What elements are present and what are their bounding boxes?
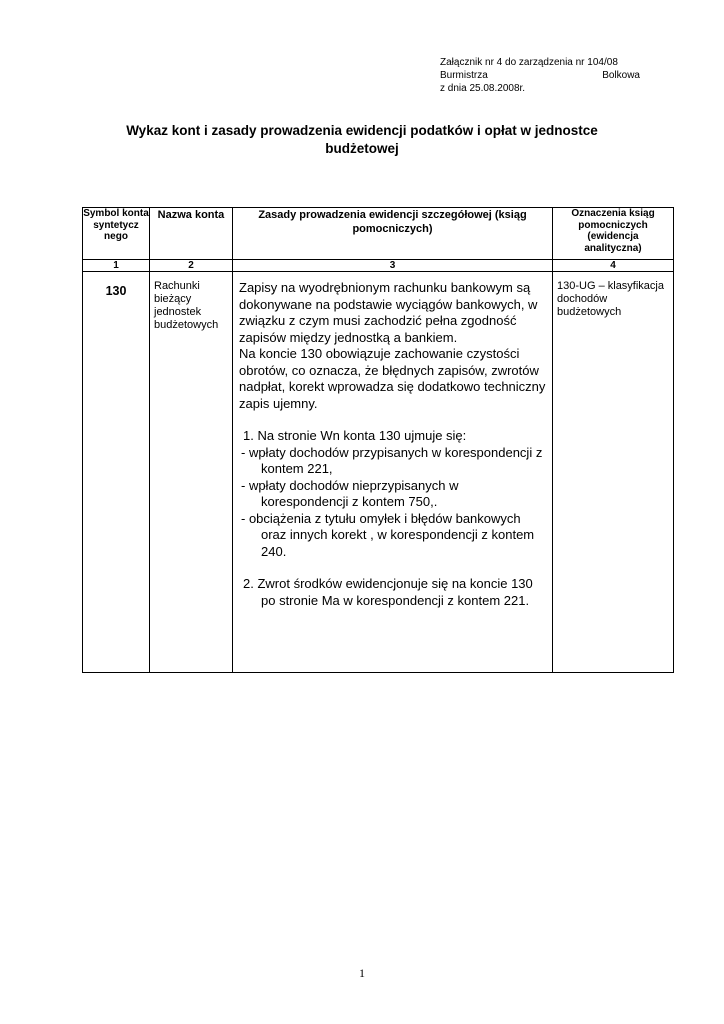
attachment-note-town: Bolkowa — [602, 70, 640, 81]
rules-dash-item: - obciążenia z tytułu omyłek i błędów bankowych oraz innych korekt , w korespondencji z kontem 240. — [241, 510, 535, 559]
rules-item-2: 2. Zwrot środków ewidencjonuje się na koncie 130 po stronie Ma w korespondencji z kontem 221. — [243, 576, 533, 608]
account-rules — [233, 272, 553, 673]
attachment-note-line2 — [440, 69, 640, 82]
rules-dash-item: - wpłaty dochodów przypisanych w korespondencji z kontem 221, — [241, 444, 543, 476]
table-row — [83, 272, 674, 673]
header-symbol: Symbol konta syntetycz nego — [83, 208, 150, 260]
column-number-row — [83, 260, 674, 272]
rules-dash-item: - wpłaty dochodów nieprzypisanych w korespondencji z kontem 750,. — [241, 477, 459, 509]
column-number: 2 — [150, 260, 233, 272]
header-account-name: Nazwa konta — [150, 208, 233, 260]
column-number: 3 — [233, 260, 553, 272]
attachment-note-issuer: Burmistrza — [440, 70, 488, 81]
account-symbol: 130 — [83, 272, 150, 673]
attachment-note-line1: Załącznik nr 4 do zarządzenia nr 104/08 — [440, 57, 618, 68]
account-name: Rachunki bieżący jednostek budżetowych — [150, 272, 233, 673]
attachment-note — [440, 56, 640, 95]
header-analytic: Oznaczenia ksiąg pomocniczych (ewidencja analityczna) — [553, 208, 674, 260]
rules-item-1: 1. Na stronie Wn konta 130 ujmuje się: — [243, 428, 467, 443]
header-rules: Zasady prowadzenia ewidencji szczegółowej (ksiąg pomocniczych) — [233, 208, 553, 260]
rules-paragraph: Na koncie 130 obowiązuje zachowanie czystości obrotów, co oznacza, że błędnych zapisów, zwrotów nadpłat, korekt wprowadza się dodatkowo techniczny zapis ujemny. — [239, 346, 546, 411]
rules-paragraph: Zapisy na wyodrębnionym rachunku bankowym są dokonywane na podstawie wyciągów bankowych, w związku z czym musi zachodzić pełna zgodność zapisów między jednostką a bankiem. — [239, 280, 538, 345]
document-title: Wykaz kont i zasady prowadzenia ewidencji podatków i opłat w jednostce budżetowej — [126, 123, 598, 156]
column-number: 4 — [553, 260, 674, 272]
column-number: 1 — [83, 260, 150, 272]
accounts-table — [82, 207, 674, 673]
attachment-note-date: z dnia 25.08.2008r. — [440, 83, 526, 94]
analytic-records: 130-UG – klasyfikacja dochodów budżetowych — [553, 272, 674, 673]
table-header-row — [83, 208, 674, 260]
page-number: 1 — [359, 966, 365, 980]
